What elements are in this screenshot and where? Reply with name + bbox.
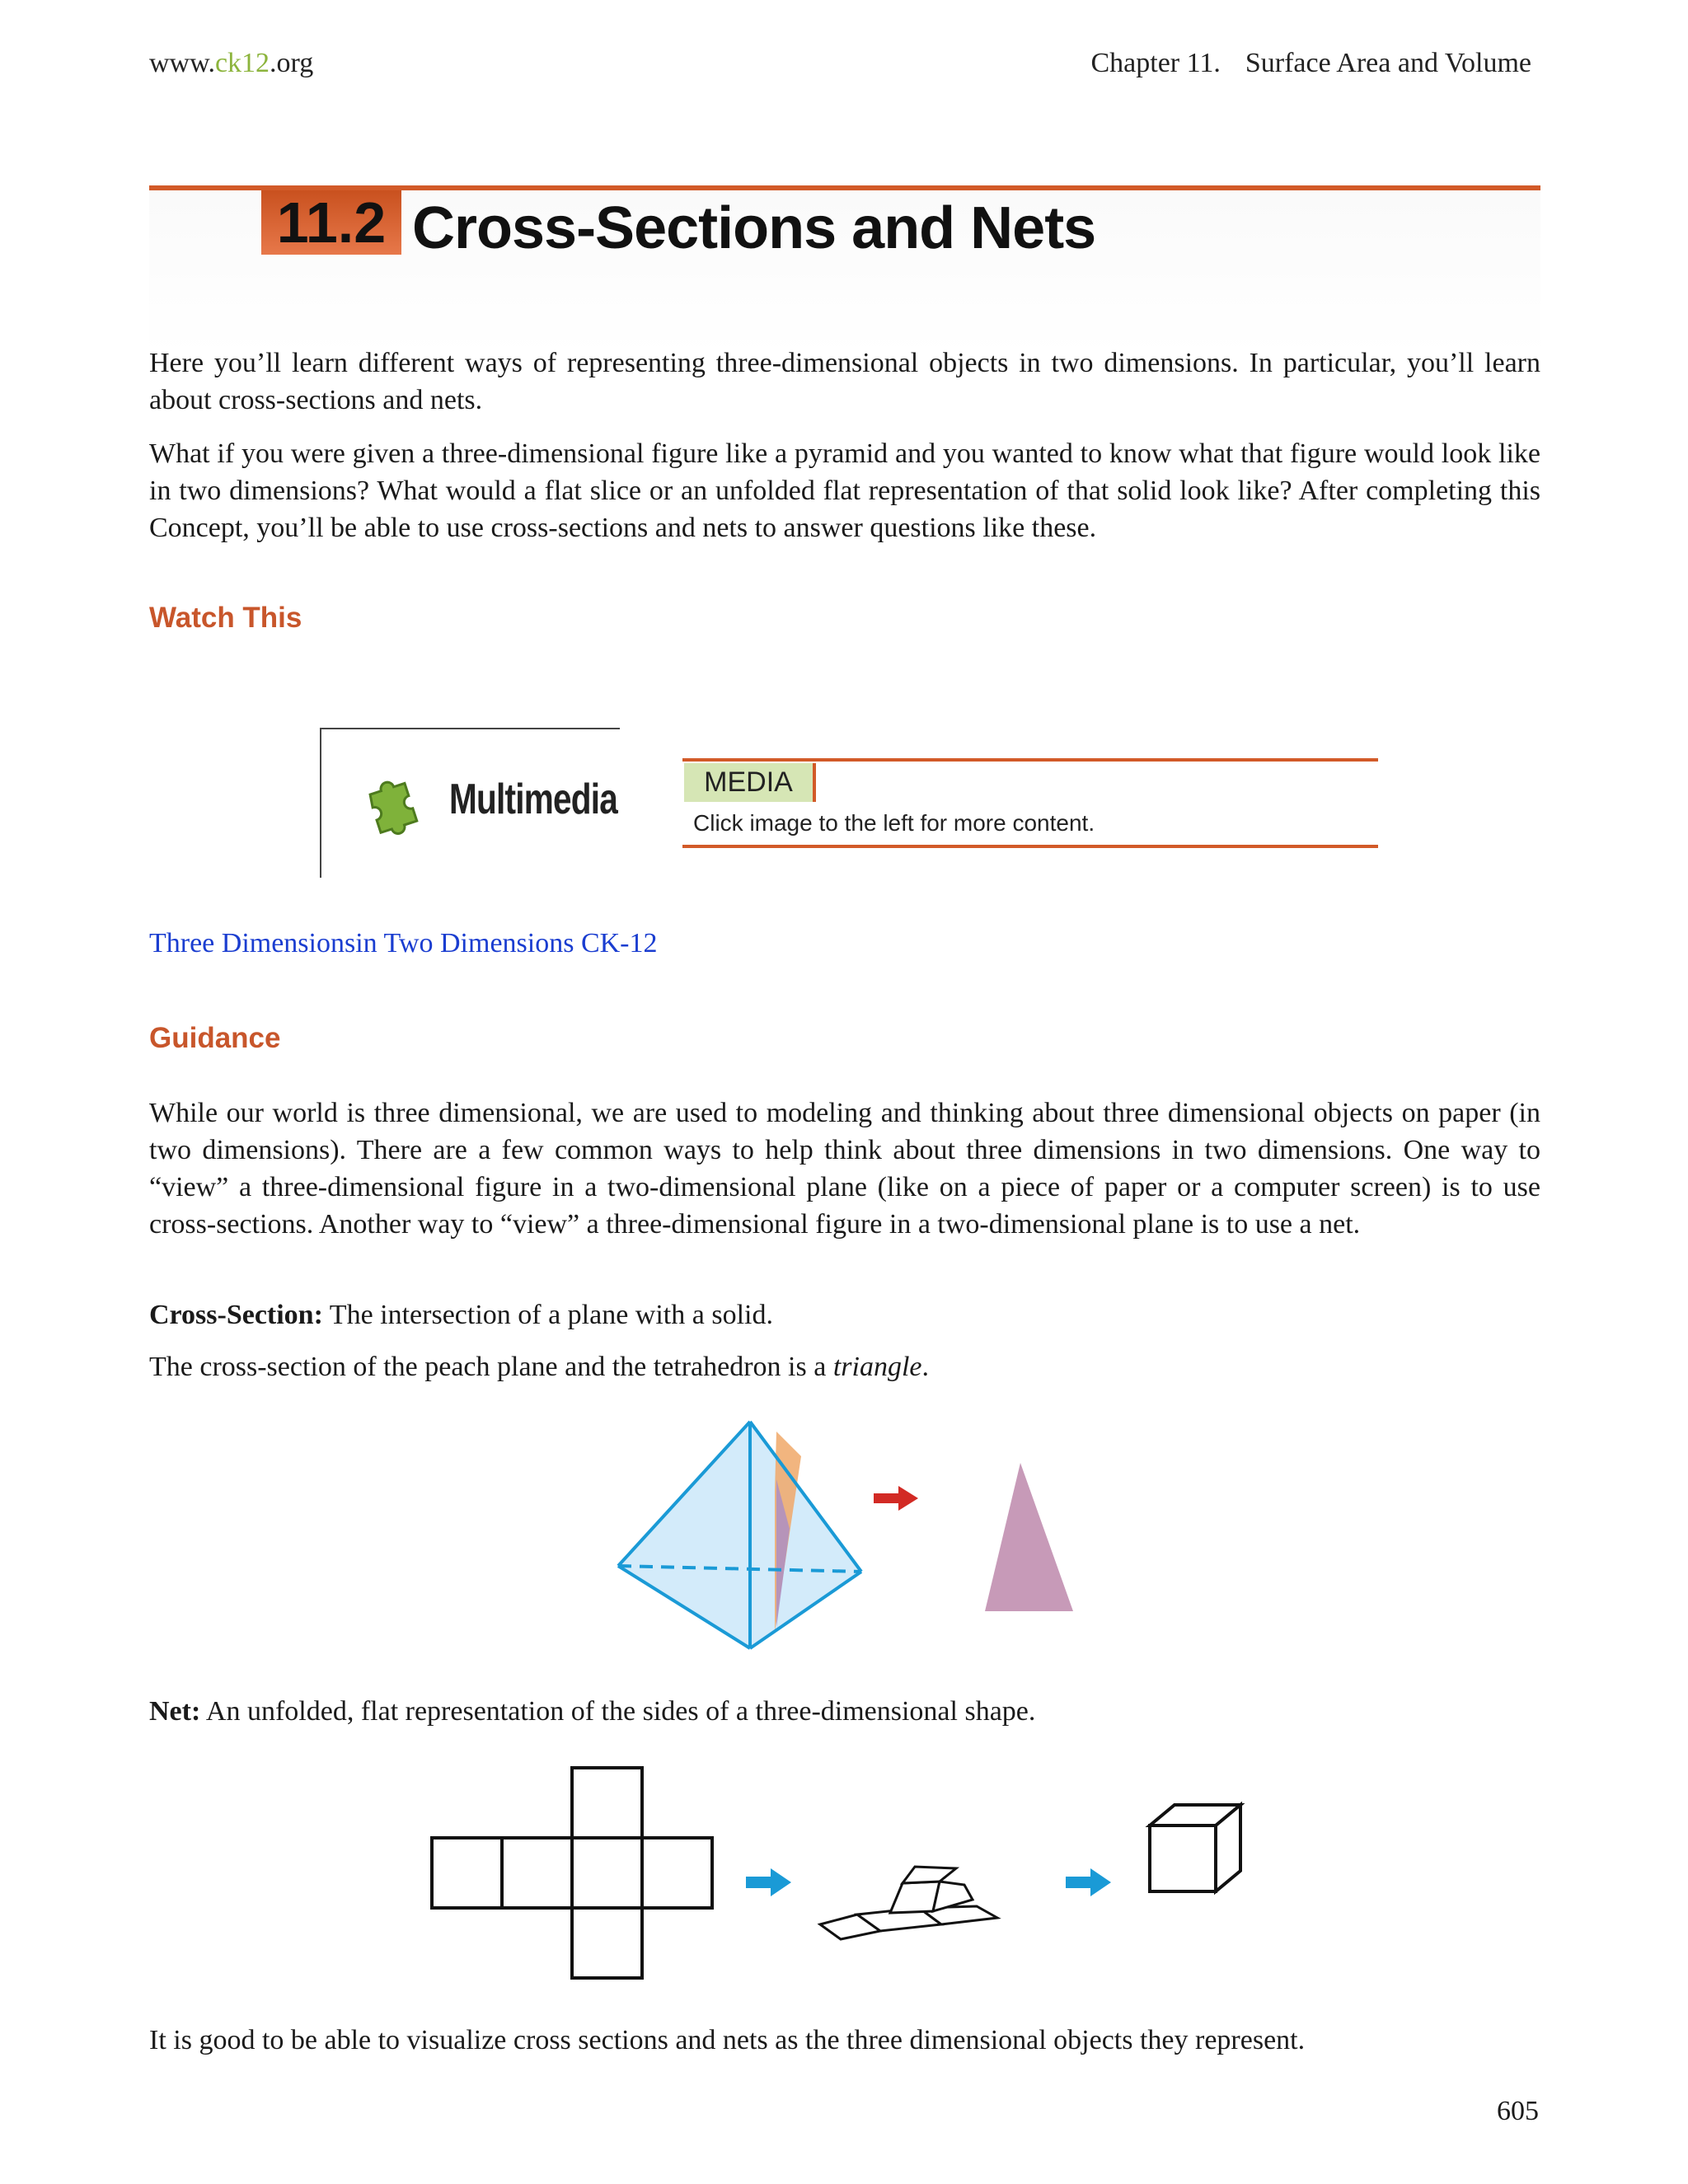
guidance-heading: Guidance [149,1022,281,1054]
multimedia-thumbnail[interactable] [320,728,620,878]
cross-section-text: The intersection of a plane with a solid. [329,1300,773,1330]
chapter-title: Surface Area and Volume [1245,48,1531,78]
right-arrow-icon [874,1486,918,1511]
media-rule-top [682,758,1378,762]
net-text: An unfolded, flat representation of the sides of a three-dimensional shape. [205,1696,1036,1727]
example-end: . [921,1352,930,1382]
media-tag: MEDIA [684,763,816,802]
net-term: Net: [149,1696,201,1727]
net-definition [149,1693,1035,1730]
multimedia-label: Multimedia [449,776,618,823]
video-link[interactable]: Three Dimensionsin Two Dimensions CK-12 [149,928,658,958]
folding-net [820,1867,997,1939]
guidance-paragraph: While our world is three dimensional, we are used to modeling and thinking about three dimensional objects on paper (in two dimensions). There are a few common ways to help think about three dimensions in two dimensions. One way to “view” a three-dimensional figure in a two-dimensional plane (like on a piece of paper or a computer screen) is to use cross-sections. Another way to “view” a three-dimensional figure in a two-dimensional plane is to use a net. [149,1098,1540,1240]
folded-cube [1150,1805,1240,1891]
tetrahedron-fill [618,1422,861,1648]
media-note: Click image to the left for more content. [693,810,1095,836]
closing-paragraph: It is good to be able to visualize cross sections and nets as the three dimensional objects they represent. [149,2025,1306,2055]
intro-paragraph-1: Here you’ll learn different ways of representing three-dimensional objects in two dimensions. In particular, you’ll learn about cross-sections and nets. [149,348,1540,415]
site-url [149,48,313,79]
page-number: 605 [1497,2096,1539,2126]
site-suffix: .org [270,48,314,78]
watch-heading: Watch This [149,602,302,634]
tetrahedron-cross-section-figure [610,1413,1080,1657]
cross-section-example [149,1348,929,1385]
right-arrow-icon [1066,1868,1111,1896]
intro-paragraph-2: What if you were given a three-dimensional figure like a pyramid and you wanted to know what that figure would look like in two dimensions? What would a flat slice or an unfolded flat representation of that solid look like? After completing this Concept, you’ll be able to use cross-sections and nets to answer questions like these. [149,438,1540,543]
puzzle-piece-icon [363,771,429,837]
right-arrow-icon [746,1868,791,1896]
cross-section-term: Cross-Section: [149,1300,323,1330]
section-title: Cross-Sections and Nets [412,195,1096,261]
chapter-number: Chapter 11. [1090,48,1221,78]
cross-section-definition [149,1296,773,1333]
site-prefix: www. [149,48,215,78]
section-number: 11.2 [261,190,401,255]
site-brand: ck12 [214,48,270,78]
media-rule-bottom [682,845,1378,848]
chapter-header [1090,48,1531,79]
cube-net [432,1768,712,1978]
cube-net-figure [429,1760,1261,1982]
example-lead: The cross-section of the peach plane and the tetrahedron is a [149,1352,827,1382]
example-shape: triangle [832,1352,922,1382]
triangle-cross-section [985,1463,1073,1611]
